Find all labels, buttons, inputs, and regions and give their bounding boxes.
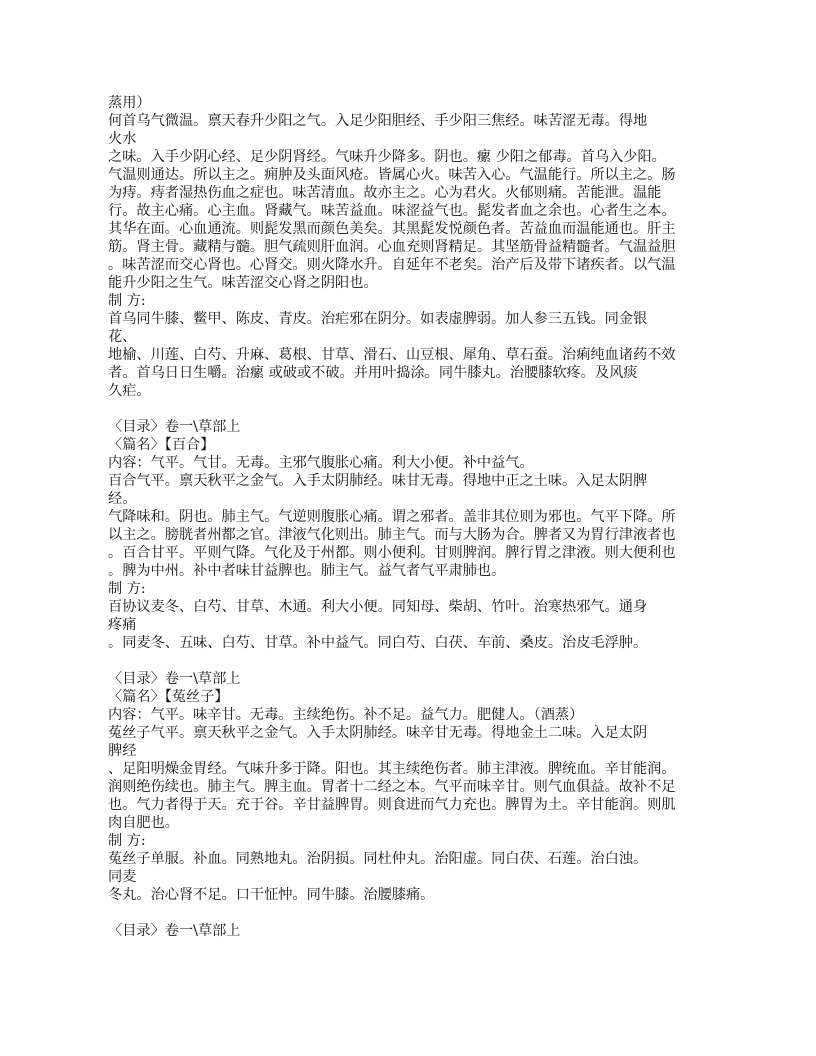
text-line: 经。 [108,491,137,507]
text-line: 百合气平。禀天秋平之金气。入手太阴肺经。味甘无毒。得地中正之土味。入足太阴脾 [108,473,648,489]
catalog-path: 〈目录〉卷一\草部上 [108,671,241,687]
entry-heshouwu-continued [108,94,728,400]
paragraph-gap [108,400,728,418]
prescription-heading: 制 方: [108,581,146,597]
entry-next [108,922,728,940]
text-line: 花、 [108,329,137,345]
entry-baihe [108,418,728,652]
text-line: 行。故主心痛。心主血。肾藏气。味苦益血。味涩益气也。髭发者血之余也。心者生之本。 [108,203,676,219]
text-line: 为痔。痔者湿热伤血之症也。味苦清血。故亦主之。心为君火。火郁则痛。苦能泄。温能 [108,185,662,201]
text-line: 同麦 [108,869,137,885]
text-line: 内容：气平。味辛甘。无毒。主续绝伤。补不足。益气力。肥健人。（酒蒸） [108,707,584,723]
text-line: 菟丝子单服。补血。同熟地丸。治阴损。同杜仲丸。治阳虚。同白茯、石莲。治白浊。 [108,851,648,867]
document-page [108,94,728,940]
text-line: 脾经 [108,743,137,759]
text-line: 内容：气平。气甘。无毒。主邪气腹胀心痛。利大小便。补中益气。 [108,455,534,471]
text-line: 。脾为中州。补中者味甘益脾也。肺主气。益气者气平肃肺也。 [108,563,506,579]
text-line: 润则绝伤续也。肺主气。脾主血。胃者十二经之本。气平而味辛甘。则气血俱益。故补不足 [108,779,676,795]
text-line: 。百合甘平。平则气降。气化及于州都。则小便利。甘则脾润。脾行胃之津液。则大便利也 [108,545,676,561]
paragraph-gap [108,652,728,670]
text-line: 菟丝子气平。禀天秋平之金气。入手太阴肺经。味辛甘无毒。得地金土二味。入足太阴 [108,725,648,741]
text-line: 者。首乌日日生嚼。治瘰 或破或不破。并用叶捣涂。同牛膝丸。治腰膝软疼。及风痰 [108,365,638,381]
text-line: 冬丸。治心肾不足。口干怔忡。同牛膝。治腰膝痛。 [108,887,435,903]
text-line: 也。气力者得于天。充于谷。辛甘益脾胃。则食进而气力充也。脾胃为土。辛甘能润。则肌 [108,797,676,813]
text-line: 疼痛 [108,617,137,633]
text-line: 久疟。 [108,383,151,399]
text-line: 何首乌气微温。禀天春升少阳之气。入足少阳胆经、手少阳三焦经。味苦涩无毒。得地 [108,113,648,129]
entry-title: 〈篇名〉【百合】 [108,437,215,453]
prescription-heading: 制 方: [108,833,146,849]
text-line: 之味。入手少阴心经、足少阴肾经。气味升少降多。阴也。瘰 少阳之郁毒。首乌入少阳。 [108,149,666,165]
catalog-path: 〈目录〉卷一\草部上 [108,923,241,939]
text-line: 筋。肾主骨。藏精与髓。胆气疏则肝血润。心血充则肾精足。其坚筋骨益精髓者。气温益胆 [108,239,676,255]
text-line: 、足阳明燥金胃经。气味升多于降。阳也。其主续绝伤者。肺主津液。脾统血。辛甘能润。 [108,761,676,777]
text-line: 其华在面。心血通流。则髭发黑而颜色美矣。其黑髭发悦颜色者。苦益血而温能通也。肝主 [108,221,676,237]
paragraph-gap [108,904,728,922]
text-line: 气降味和。阴也。肺主气。气逆则腹胀心痛。谓之邪者。盖非其位则为邪也。气平下降。所 [108,509,676,525]
entry-tusizi [108,670,728,904]
catalog-path: 〈目录〉卷一\草部上 [108,419,241,435]
text-line: 百协议麦冬、白芍、甘草、木通。利大小便。同知母、柴胡、竹叶。治寒热邪气。通身 [108,599,648,615]
text-line: 肉自肥也。 [108,815,179,831]
text-line: 以主之。膀胱者州都之官。津液气化则出。肺主气。而与大肠为合。脾者又为胃行津液者也 [108,527,676,543]
text-line: 蒸用） [108,95,151,111]
text-line: 能升少阳之生气。味苦涩交心肾之阴阳也。 [108,275,378,291]
text-line: 首乌同牛膝、鳖甲、陈皮、青皮。治疟邪在阴分。如表虚脾弱。加人参三五钱。同金银 [108,311,648,327]
text-line: 。同麦冬、五味、白芍、甘草。补中益气。同白芍、白茯、车前、桑皮。治皮毛浮肿。 [108,635,648,651]
text-line: 气温则通达。所以主之。痈肿及头面风疮。皆属心火。味苦入心。气温能行。所以主之。肠 [108,167,676,183]
entry-title: 〈篇名〉【菟丝子】 [108,689,229,705]
text-line: 地榆、川莲、白芍、升麻、葛根、甘草、滑石、山豆根、犀角、草石蚕。治痢纯血诸药不效 [108,347,676,363]
text-line: 。味苦涩而交心肾也。心肾交。则火降水升。自延年不老矣。治产后及带下诸疾者。以气温 [108,257,676,273]
text-line: 火水 [108,131,137,147]
prescription-heading: 制 方: [108,293,146,309]
